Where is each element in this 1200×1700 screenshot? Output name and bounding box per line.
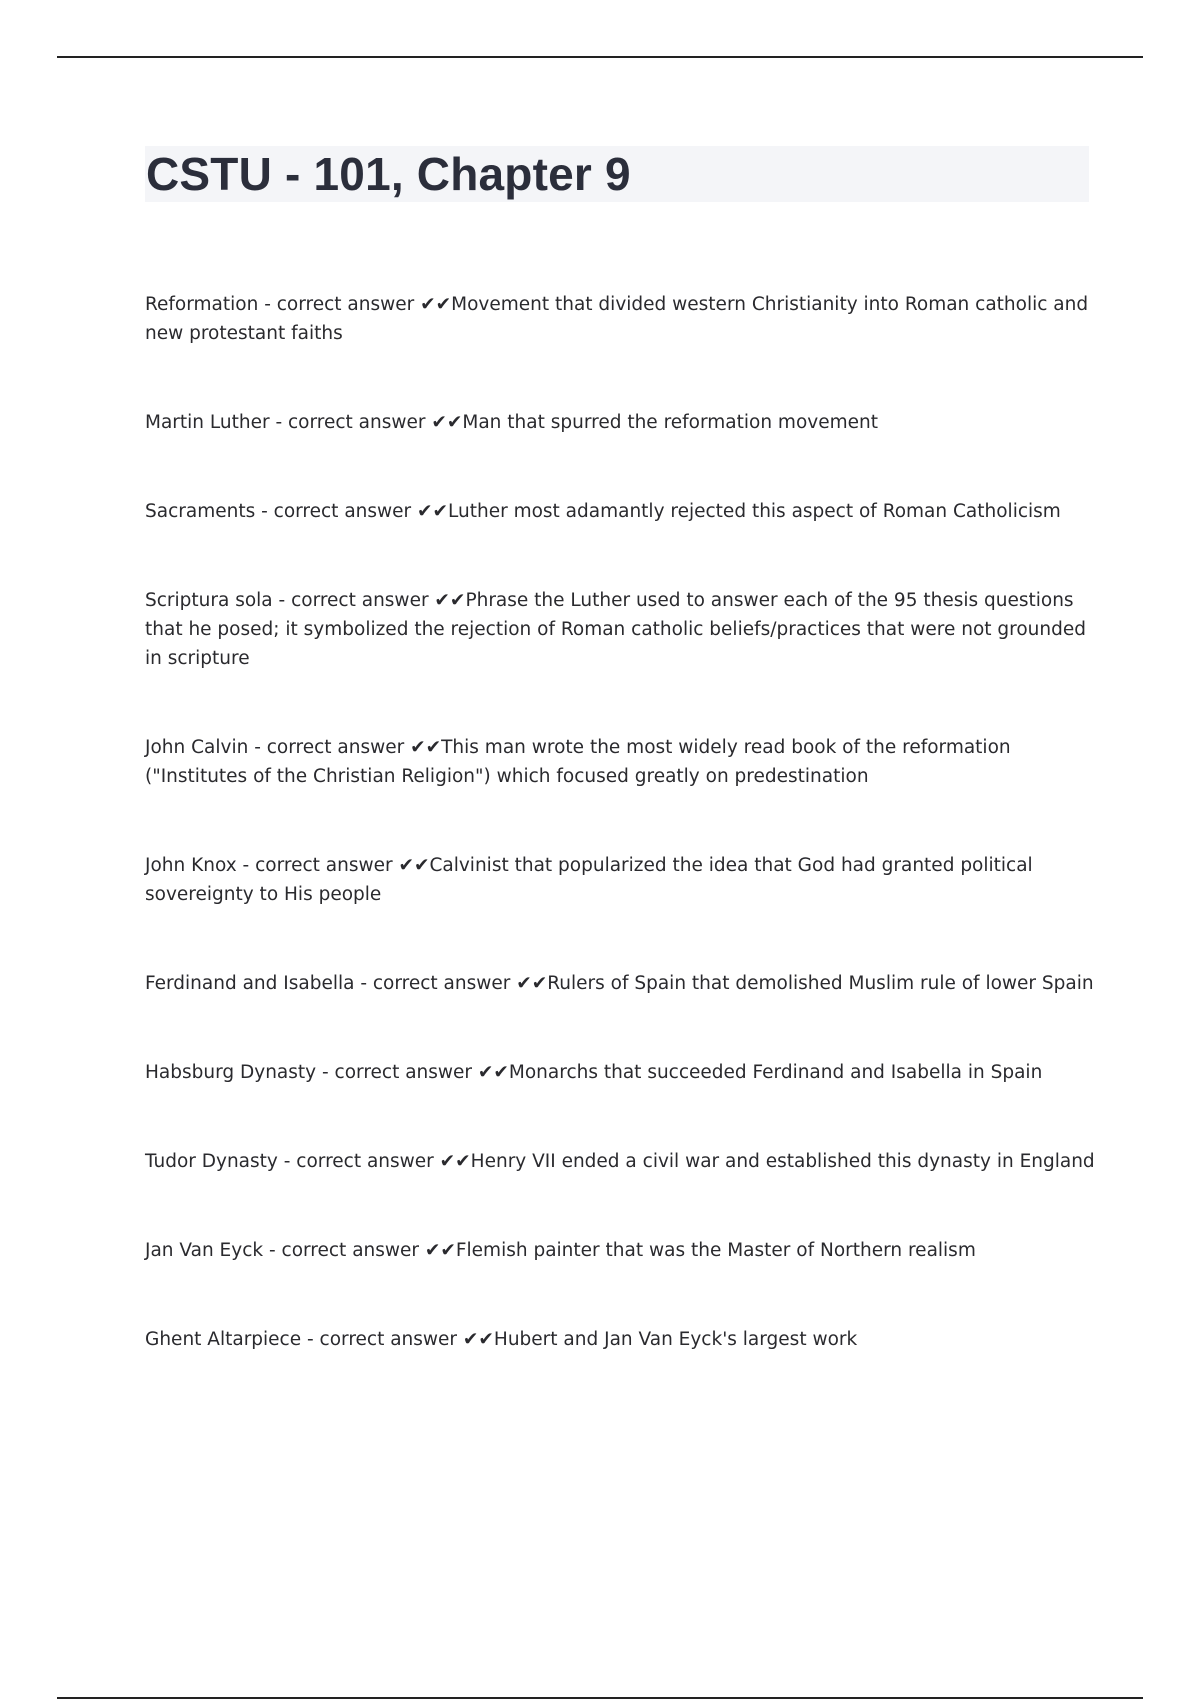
qa-item [145, 586, 1095, 673]
qa-separator: - correct answer ✔✔ [301, 1329, 494, 1350]
qa-answer: Monarchs that succeeded Ferdinand and Isabella in Spain [508, 1062, 1043, 1083]
header-rule [57, 56, 1143, 58]
qa-item [145, 733, 1095, 791]
qa-term: Reformation [145, 294, 259, 315]
qa-item [145, 1325, 1095, 1354]
qa-answer: Phrase the Luther used to answer each of the 95 thesis questions that he posed; it symbolized the rejection of Roman catholic beliefs/practices that were not grounded in scripture [145, 590, 1086, 669]
qa-separator: - correct answer ✔✔ [263, 1240, 456, 1261]
qa-term: Martin Luther [145, 412, 270, 433]
footer-rule [57, 1697, 1143, 1699]
qa-answer: Luther most adamantly rejected this aspect of Roman Catholicism [448, 501, 1061, 522]
qa-separator: - correct answer ✔✔ [248, 737, 442, 758]
qa-separator: - correct answer ✔✔ [255, 501, 449, 522]
qa-item [145, 290, 1095, 348]
qa-separator: - correct answer ✔✔ [354, 973, 548, 994]
qa-separator: - correct answer ✔✔ [316, 1062, 509, 1083]
qa-separator: - correct answer ✔✔ [236, 855, 430, 876]
qa-item [145, 1236, 1095, 1265]
qa-term: John Calvin [145, 737, 249, 758]
page-title: CSTU - 101, Chapter 9 [146, 148, 631, 200]
qa-term: Habsburg Dynasty [145, 1062, 317, 1083]
qa-answer: Henry VII ended a civil war and established this dynasty in England [470, 1151, 1095, 1172]
qa-item [145, 851, 1095, 909]
qa-answer: This man wrote the most widely read book of the reformation ("Institutes of the Christian Religion") which focused greatly on predestination [145, 737, 1011, 787]
qa-term: Scriptura sola [145, 590, 273, 611]
qa-term: Ferdinand and Isabella [145, 973, 355, 994]
qa-answer: Man that spurred the reformation movement [462, 412, 878, 433]
qa-answer: Flemish painter that was the Master of Northern realism [455, 1240, 976, 1261]
qa-item [145, 408, 1095, 437]
qa-item [145, 1147, 1095, 1176]
qa-item [145, 1058, 1095, 1087]
qa-list [145, 290, 1095, 1414]
qa-answer: Movement that divided western Christianity into Roman catholic and new protestant faiths [145, 294, 1089, 344]
qa-separator: - correct answer ✔✔ [272, 590, 466, 611]
qa-term: Tudor Dynasty [145, 1151, 278, 1172]
qa-term: John Knox [145, 855, 237, 876]
qa-answer: Rulers of Spain that demolished Muslim rule of lower Spain [547, 973, 1094, 994]
qa-answer: Hubert and Jan Van Eyck's largest work [493, 1329, 858, 1350]
qa-item [145, 969, 1095, 998]
qa-separator: - correct answer ✔✔ [277, 1151, 471, 1172]
qa-separator: - correct answer ✔✔ [258, 294, 452, 315]
qa-term: Jan Van Eyck [145, 1240, 264, 1261]
qa-answer: Calvinist that popularized the idea that God had granted political sovereignty to His people [145, 855, 1033, 905]
qa-term: Sacraments [145, 501, 256, 522]
qa-item [145, 497, 1095, 526]
qa-term: Ghent Altarpiece [145, 1329, 302, 1350]
qa-separator: - correct answer ✔✔ [269, 412, 463, 433]
